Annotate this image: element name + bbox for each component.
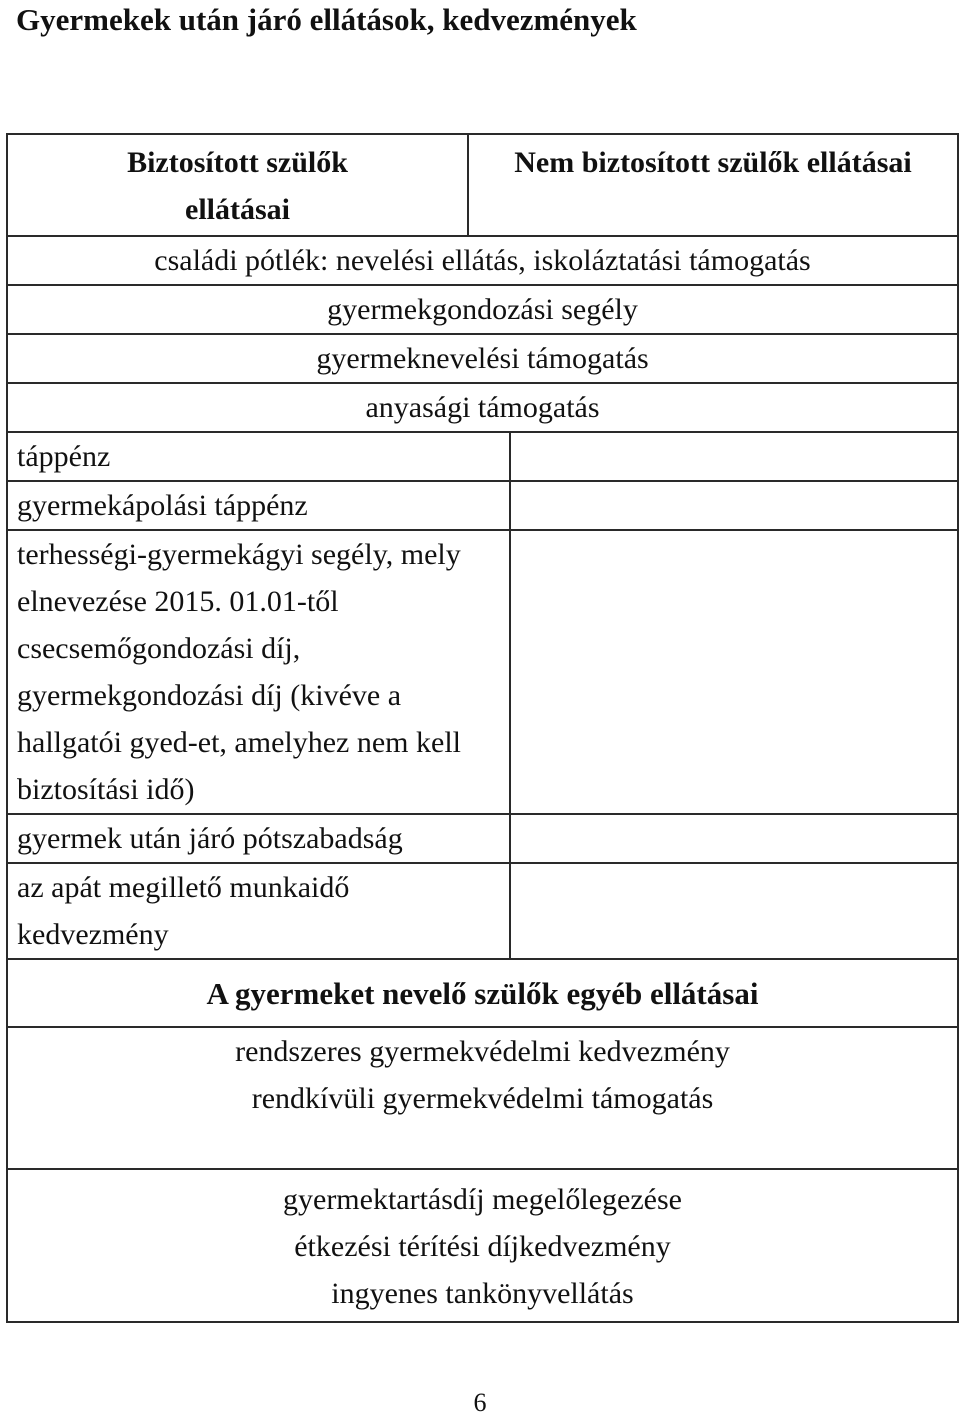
table-row	[7, 432, 958, 481]
insured-benefit-extra-leave: gyermek után járó pótszabadság	[7, 814, 510, 863]
table-row	[7, 863, 958, 959]
other-benefits-title: A gyermeket nevelő szülők egyéb ellátásai	[7, 959, 958, 1027]
insured-benefit-child-nursing-sick-pay: gyermekápolási táppénz	[7, 481, 510, 530]
other-benefit-extraordinary-child-protection: rendkívüli gyermekvédelmi támogatás	[251, 1082, 714, 1115]
shared-benefit-family-allowance: családi pótlék: nevelési ellátás, iskoláztatási támogatás	[7, 236, 958, 285]
page-number: 6	[473, 1388, 487, 1417]
table-row	[7, 814, 958, 863]
insured-benefit-father-working-time: az apát megillető munkaidő kedvezmény	[7, 863, 510, 959]
other-benefits-group-1	[7, 1027, 958, 1169]
insured-benefit-pregnancy-confinement: terhességi-gyermekágyi segély, mely elnevezése 2015. 01.01-től csecsemőgondozási díj, gyermekgondozási díj (kivéve a hallgatói gyed-et, amelyhez nem kell biztosítási idő)	[7, 530, 510, 814]
table-row	[7, 236, 958, 285]
other-benefit-regular-child-protection: rendszeres gyermekvédelmi kedvezmény	[235, 1035, 730, 1068]
empty-cell	[510, 863, 958, 959]
other-benefit-free-textbooks: ingyenes tankönyvellátás	[331, 1277, 634, 1310]
insured-benefit-sick-pay: táppénz	[7, 432, 510, 481]
empty-cell	[510, 481, 958, 530]
table-header-row	[7, 134, 958, 236]
table-row	[7, 383, 958, 432]
header-insured-parents: Biztosított szülők ellátásai	[7, 134, 468, 236]
table-row	[7, 334, 958, 383]
table-row	[7, 285, 958, 334]
shared-benefit-maternity-support: anyasági támogatás	[7, 383, 958, 432]
other-benefit-meal-fee-discount: étkezési térítési díjkedvezmény	[294, 1230, 671, 1263]
shared-benefit-child-raising-support: gyermeknevelési támogatás	[7, 334, 958, 383]
header-uninsured-parents: Nem biztosított szülők ellátásai	[468, 134, 958, 236]
other-benefits-group-2	[7, 1169, 958, 1322]
table-row	[7, 1169, 958, 1322]
page-title: Gyermekek után járó ellátások, kedvezmények	[16, 2, 637, 37]
table-row	[7, 481, 958, 530]
empty-cell	[510, 432, 958, 481]
empty-cell	[510, 530, 958, 814]
shared-benefit-childcare-aid: gyermekgondozási segély	[7, 285, 958, 334]
empty-cell	[510, 814, 958, 863]
table-row	[7, 1027, 958, 1169]
table-row	[7, 530, 958, 814]
other-benefit-child-support-advance: gyermektartásdíj megelőlegezése	[283, 1183, 682, 1216]
benefits-table	[6, 133, 959, 1323]
table-row	[7, 959, 958, 1027]
